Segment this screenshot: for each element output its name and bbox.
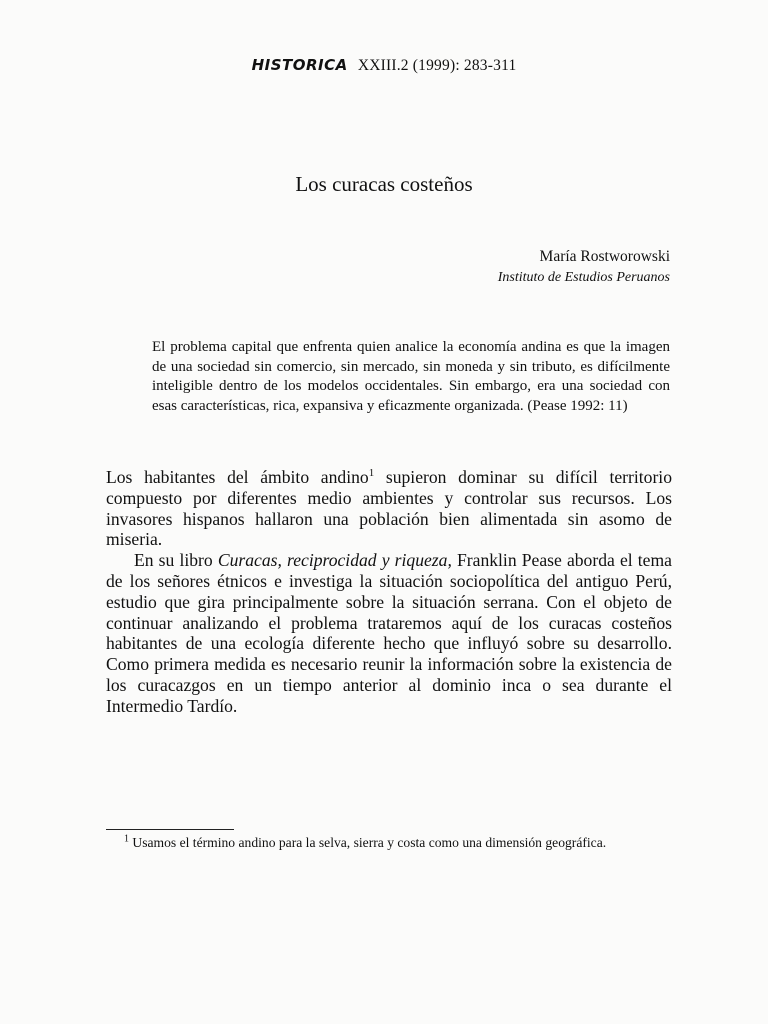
- footnote-divider: [106, 829, 234, 830]
- epigraph-quote: El problema capital que enfrenta quien analice la economía andina es que la imagen de una sociedad sin comercio, sin mercado, sin moneda y sin tributo, es difícilmente inteligible dentro de los modelos occidentales. Sin embargo, era una sociedad con esas características, rica, expansiva y eficazmente organizada. (Pease 1992: 11): [152, 339, 670, 414]
- paragraph-1: [106, 467, 672, 550]
- book-title: Curacas, reciprocidad y riqueza,: [217, 550, 452, 571]
- paragraph-1-text-a: Los habitantes del ámbito andino: [106, 467, 369, 487]
- author-affiliation: Instituto de Estudios Peruanos: [497, 270, 670, 285]
- footnote-text: Usamos el término andino para la selva, sierra y costa como una dimensión geográfica.: [129, 835, 607, 850]
- paragraph-2: [106, 550, 672, 716]
- paragraph-1-text-b: supieron dominar su difícil territorio compuesto por diferentes medio ambientes y controlar sus recursos. Los invasores hispanos hallaron una población bien alimentada sin asomo de miseria.: [106, 467, 672, 550]
- journal-name: HISTORICA: [251, 56, 348, 74]
- footnote-reference: 1: [368, 467, 375, 480]
- article-title: Los curacas costeños: [295, 172, 473, 196]
- author-name: María Rostworowski: [539, 248, 670, 265]
- footnote-number: 1: [124, 833, 129, 845]
- journal-citation: XXIII.2 (1999): 283-311: [357, 57, 517, 74]
- footnote: [106, 833, 672, 852]
- running-header: [0, 56, 768, 75]
- body-text: [106, 467, 672, 717]
- author-block: [498, 246, 670, 288]
- paragraph-2-text-a: En su libro: [134, 550, 218, 571]
- paragraph-2-text-b: Franklin Pease aborda el tema de los señores étnicos e investiga la situación sociopolítica del antiguo Perú, estudio que gira principalmente sobre la situación serrana. Con el objeto de continuar analizando el problema trataremos aquí de los curacas costeños habitantes de una ecología diferente hecho que influyó sobre su desarrollo. Como primera medida es necesario reunir la información sobre la existencia de los curacazgos en un tiempo anterior al dominio inca o sea durante el Intermedio Tardío.: [106, 550, 672, 716]
